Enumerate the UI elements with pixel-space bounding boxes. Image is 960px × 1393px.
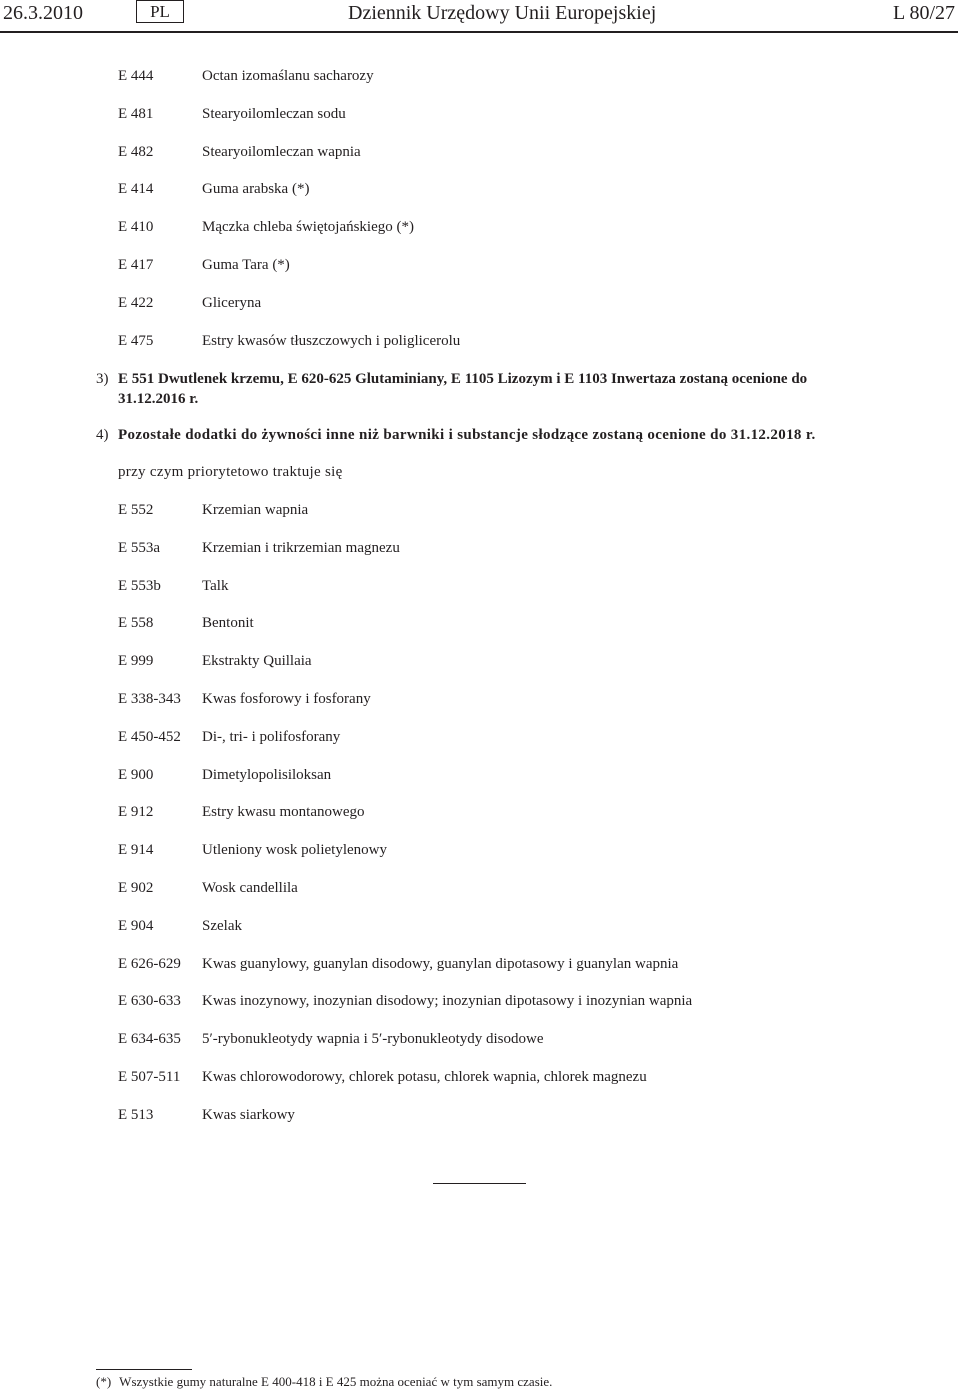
list-item (118, 500, 692, 538)
additive-name: Kwas fosforowy i fosforany (202, 690, 371, 707)
list-item (118, 217, 460, 255)
footnote-mark: (*) (96, 1374, 112, 1389)
page-number: L 80/27 (892, 2, 955, 24)
item-4-number: 4) (96, 427, 109, 443)
additive-code: E 558 (118, 615, 154, 632)
additive-name: Mączka chleba świętojańskiego (*) (202, 219, 414, 236)
additive-name: Kwas chlorowodorowy, chlorek potasu, chlorek wapnia, chlorek magnezu (202, 1068, 647, 1085)
additive-code: E 999 (118, 653, 154, 670)
additive-code: E 338-343 (118, 690, 181, 707)
additive-name: Szelak (202, 917, 242, 934)
additive-code: E 552 (118, 502, 154, 518)
list-item (118, 104, 460, 142)
additive-code: E 553b (118, 577, 161, 594)
item-3-number: 3) (96, 371, 109, 387)
additive-name: 5′-rybonukleotydy wapnia i 5′-rybonukleotydy disodowe (202, 1031, 544, 1048)
additive-code: E 481 (118, 105, 154, 122)
item-4-text: Pozostałe dodatki do żywności inne niż barwniki i substancje słodzące zostaną ocenione do 31.12.2018 r. (118, 427, 816, 443)
additive-name: Di-, tri- i polifosforany (202, 728, 341, 745)
additive-name: Talk (202, 577, 229, 594)
footnote-text: Wszystkie gumy naturalne E 400-418 i E 425 można oceniać w tym samym czasie. (119, 1374, 553, 1389)
additive-name: Estry kwasu montanowego (202, 804, 365, 821)
list-item (118, 66, 460, 104)
additive-code: E 482 (118, 143, 154, 160)
additive-code: E 553a (118, 539, 161, 556)
list-item (118, 840, 692, 878)
additive-code: E 914 (118, 842, 154, 859)
list-item (118, 991, 692, 1029)
additive-name: Kwas guanylowy, guanylan disodowy, guanylan dipotasowy i guanylan wapnia (202, 955, 679, 972)
list-item (118, 293, 460, 331)
list-item (118, 802, 692, 840)
additive-name: Gliceryna (202, 294, 262, 311)
additive-name: Guma arabska (*) (202, 181, 310, 198)
additive-name: Stearyoilomleczan sodu (202, 105, 346, 122)
header-rule (0, 31, 958, 33)
additive-name: Stearyoilomleczan wapnia (202, 143, 361, 160)
additive-name: Kwas inozynowy, inozynian disodowy; inozynian dipotasowy i inozynian wapnia (202, 993, 693, 1010)
intro-text: przy czym priorytetowo traktuje się (118, 464, 343, 480)
list-item (118, 179, 460, 217)
list-item (118, 331, 460, 369)
additive-code: E 630-633 (118, 993, 181, 1010)
additive-list-b (118, 500, 692, 1143)
footnote (96, 1374, 552, 1390)
additive-code: E 417 (118, 256, 154, 273)
item-3-text-line1: E 551 Dwutlenek krzemu, E 620-625 Glutaminiany, E 1105 Lizozym i E 1103 Inwertaza zostaną ocenione do (118, 371, 808, 387)
list-item (118, 1067, 692, 1105)
list-item (118, 954, 692, 992)
additive-code: E 422 (118, 294, 154, 311)
additive-code: E 513 (118, 1106, 154, 1123)
additive-name: Kwas siarkowy (202, 1106, 295, 1123)
additive-name: Dimetylopolisiloksan (202, 766, 332, 783)
additive-code: E 450-452 (118, 728, 181, 745)
list-item (118, 689, 692, 727)
additive-list-a (118, 66, 460, 368)
additive-code: E 507-511 (118, 1068, 181, 1085)
additive-name: Guma Tara (*) (202, 256, 290, 273)
additive-name: Estry kwasów tłuszczowych i poliglicerolu (202, 332, 461, 349)
additive-code: E 475 (118, 332, 154, 349)
additive-code: E 410 (118, 219, 154, 236)
item-3-text-line2: 31.12.2016 r. (118, 391, 199, 407)
journal-title: Dziennik Urzędowy Unii Europejskiej (348, 2, 657, 24)
footnote-rule (96, 1369, 192, 1370)
additive-name: Krzemian wapnia (202, 502, 309, 518)
additive-name: Wosk candellila (202, 879, 298, 896)
list-item (118, 878, 692, 916)
additive-name: Krzemian i trikrzemian magnezu (202, 539, 400, 556)
list-item (118, 613, 692, 651)
additive-name: Utleniony wosk polietylenowy (202, 842, 387, 859)
additive-name: Octan izomaślanu sacharozy (202, 68, 374, 84)
additive-code: E 904 (118, 917, 154, 934)
additive-code: E 902 (118, 879, 154, 896)
list-item (118, 538, 692, 576)
section-separator (433, 1183, 526, 1184)
additive-code: E 900 (118, 766, 154, 783)
list-item (118, 142, 460, 180)
header-date: 26.3.2010 (3, 2, 83, 24)
additive-name: Ekstrakty Quillaia (202, 653, 312, 670)
list-item (118, 727, 692, 765)
additive-code: E 634-635 (118, 1031, 181, 1048)
list-item (118, 651, 692, 689)
language-box: PL (136, 0, 184, 23)
additive-name: Bentonit (202, 615, 254, 632)
additive-code: E 912 (118, 804, 154, 821)
list-item (118, 916, 692, 954)
additive-code: E 414 (118, 181, 154, 198)
additive-code: E 626-629 (118, 955, 181, 972)
list-item (118, 1105, 692, 1143)
list-item (118, 255, 460, 293)
list-item (118, 576, 692, 614)
list-item (118, 1029, 692, 1067)
list-item (118, 765, 692, 803)
additive-code: E 444 (118, 68, 154, 84)
